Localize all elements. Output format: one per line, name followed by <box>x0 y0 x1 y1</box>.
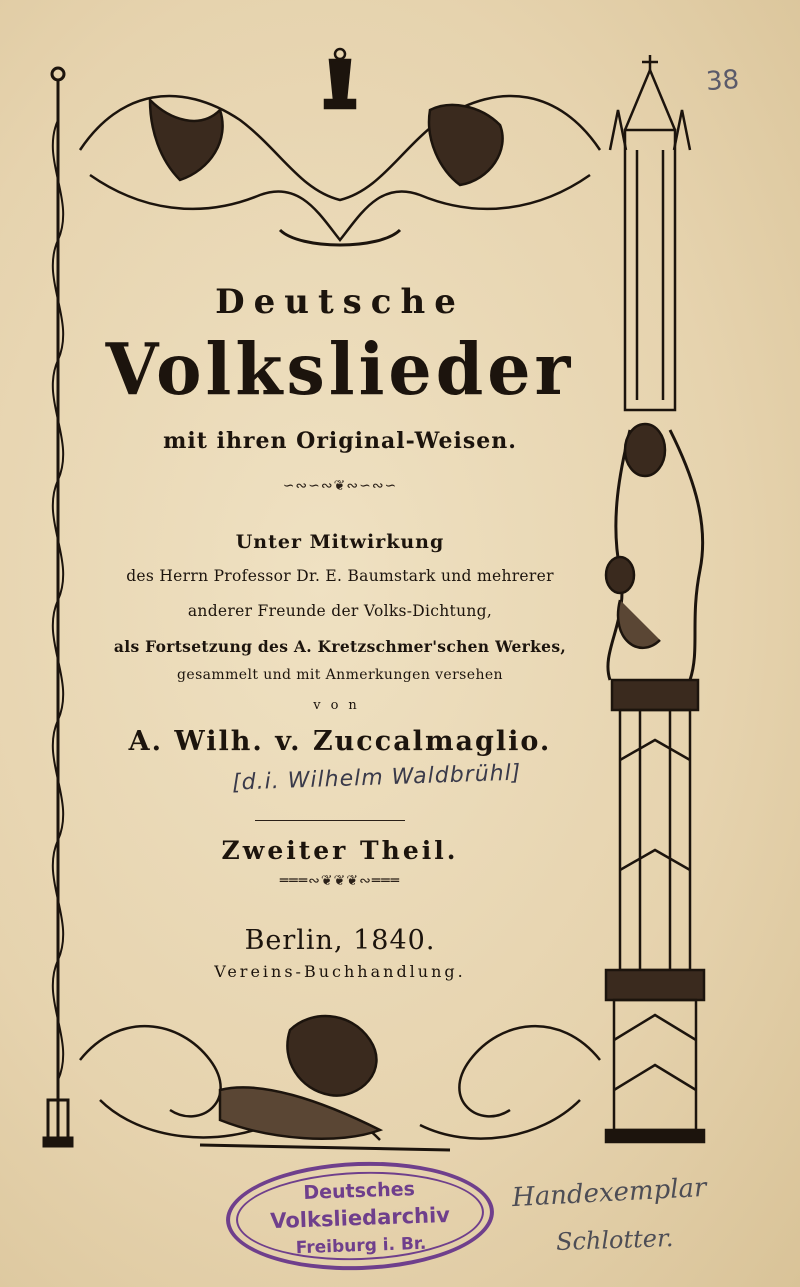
divider-flourish: ∽∾∽∾❦∾∽∾∽ <box>282 478 398 494</box>
stamp-line2: Volksliedarchiv <box>269 1202 451 1234</box>
right-gothic-column <box>606 55 704 1142</box>
subtitle: mit ihren Original-Weisen. <box>163 428 517 454</box>
pencil-note-2: Schlotter. <box>555 1223 674 1257</box>
contributors-line5: gesammelt und mit Anmerkungen versehen <box>177 667 503 683</box>
divider-flourish-2: ═══∾❦❦❦∾═══ <box>279 873 401 889</box>
bottom-ornament <box>80 1016 600 1150</box>
stamp-line3: Freiburg i. Br. <box>295 1233 427 1259</box>
top-ornament <box>80 49 600 245</box>
divider-rule <box>255 820 405 821</box>
title-line1: Deutsche <box>215 282 465 322</box>
contributors-line4: als Fortsetzung des A. Kretzschmer'schen Werkes, <box>113 637 567 656</box>
left-vine-column <box>44 68 72 1146</box>
imprint-publisher: Vereins-Buchhandlung. <box>214 962 466 981</box>
contributors-line1: Unter Mitwirkung <box>235 531 445 553</box>
contributors-von: von <box>313 698 367 713</box>
stamp-line1: Deutsches <box>302 1178 416 1204</box>
page-number: 38 <box>704 64 741 98</box>
imprint-city-year: Berlin, 1840. <box>244 925 436 956</box>
title-main: Volkslieder <box>105 328 575 412</box>
part-title: Zweiter Theil. <box>221 836 459 865</box>
pencil-note-1: Handexemplar <box>511 1172 708 1214</box>
handwritten-annotation: [d.i. Wilhelm Waldbrühl] <box>231 760 522 796</box>
author-name: A. Wilh. v. Zuccalmaglio. <box>128 726 552 757</box>
contributors-line3: anderer Freunde der Volks-Dichtung, <box>187 602 493 620</box>
contributors-line2: des Herrn Professor Dr. E. Baumstark und mehrerer <box>126 567 554 585</box>
